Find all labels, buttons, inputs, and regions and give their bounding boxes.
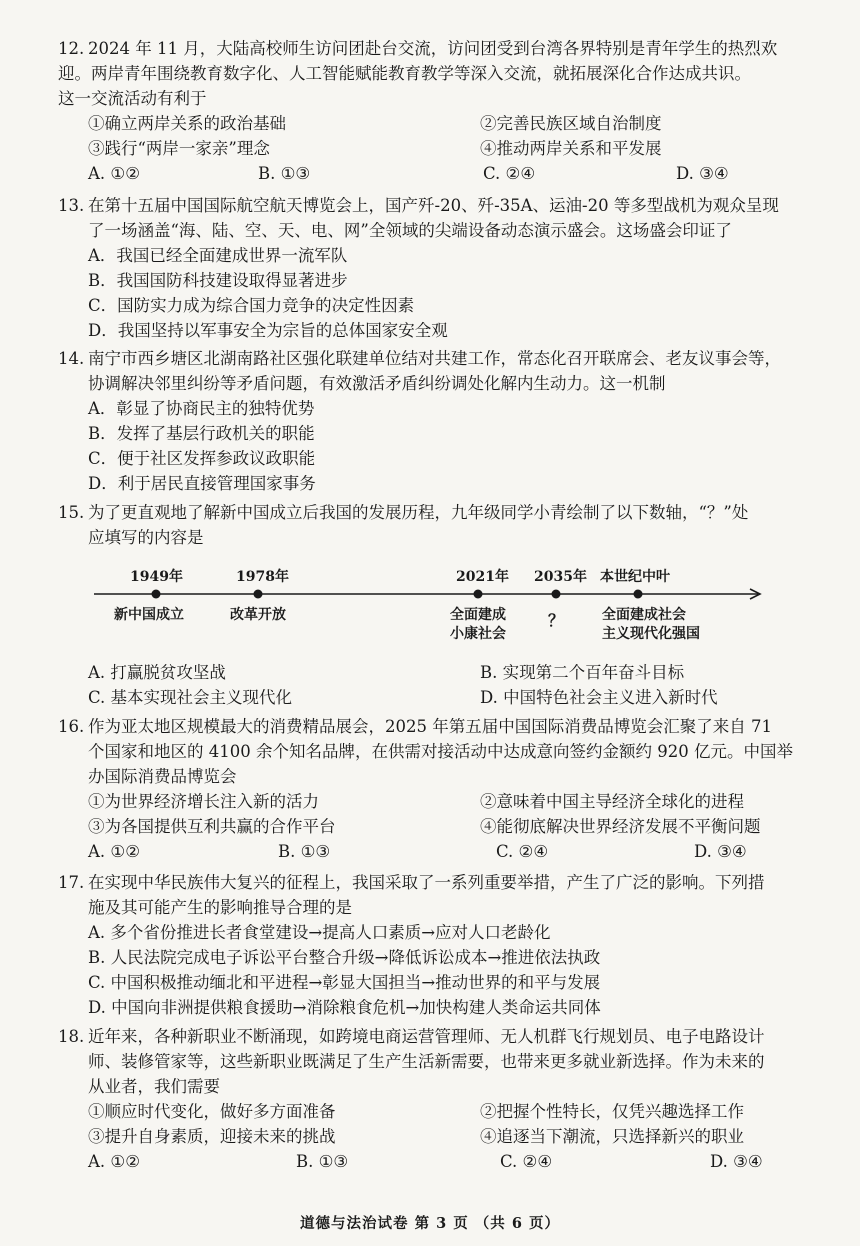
answer-option: D．利于居民直接管理国家事务 — [88, 474, 316, 493]
question-15-options — [58, 660, 828, 710]
answer-option: D. 中国特色社会主义进入新时代 — [480, 688, 718, 707]
question-stem: 办国际消费品博览会 — [88, 767, 237, 786]
timeline-dot — [474, 590, 483, 599]
question-stem: 在实现中华民族伟大复兴的征程上，我国采取了一系列重要举措，产生了广泛的影响。下列措 — [88, 873, 765, 892]
question-13 — [58, 193, 828, 343]
question-stem: 施及其可能产生的影响推导合理的是 — [88, 898, 352, 917]
statement-item: ④追逐当下潮流，只选择新兴的职业 — [480, 1127, 744, 1146]
question-15 — [58, 500, 828, 550]
answer-option: D. 中国向非洲提供粮食援助→消除粮食危机→加快构建人类命运共同体 — [88, 998, 601, 1017]
question-stem: 这一交流活动有利于 — [58, 89, 207, 108]
statement-item: ②完善民族区域自治制度 — [480, 114, 662, 133]
answer-choice: A. ①② — [88, 842, 140, 861]
timeline-label: 新中国成立 — [114, 607, 184, 623]
timeline-dot — [152, 590, 161, 599]
answer-option: A. 打赢脱贫攻坚战 — [88, 663, 226, 682]
answer-option: A．彰显了协商民主的独特优势 — [88, 399, 315, 418]
statement-item: ④推动两岸关系和平发展 — [480, 139, 662, 158]
timeline-label: 全面建成 — [450, 607, 506, 623]
question-number: 14. — [58, 349, 85, 368]
question-17 — [58, 870, 828, 1020]
question-stem: 师、装修管家等，这些新职业既满足了生产生活新需要，也带来更多就业新选择。作为未来的 — [88, 1052, 765, 1071]
statement-item: ②把握个性特长，仅凭兴趣选择工作 — [480, 1102, 744, 1121]
answer-option: A. 多个省份推进长者食堂建设→提高人口素质→应对人口老龄化 — [88, 923, 551, 942]
question-18 — [58, 1024, 828, 1174]
question-14 — [58, 346, 828, 496]
question-number: 17. — [58, 873, 85, 892]
timeline-year: 2021年 — [456, 569, 509, 585]
answer-choice: A. ①② — [88, 1152, 140, 1171]
page-footer: 道德与法治试卷 第 3 页 （共 6 页） — [300, 1215, 560, 1232]
answer-choice: C. ②④ — [496, 842, 549, 861]
answer-option: B．发挥了基层行政机关的职能 — [88, 424, 315, 443]
answer-choice: D. ③④ — [694, 842, 747, 861]
answer-choice: D. ③④ — [676, 164, 729, 183]
statement-item: ①为世界经济增长注入新的活力 — [88, 792, 319, 811]
timeline-year: 1978年 — [236, 569, 289, 585]
timeline-label: 全面建成社会 — [602, 607, 686, 623]
answer-choice: A. ①② — [88, 164, 140, 183]
statement-item: ②意味着中国主导经济全球化的进程 — [480, 792, 744, 811]
timeline-year: 本世纪中叶 — [600, 569, 670, 585]
question-number: 13. — [58, 196, 85, 215]
statement-item: ③为各国提供互利共赢的合作平台 — [88, 817, 336, 836]
answer-option: A．我国已经全面建成世界一流军队 — [88, 246, 348, 265]
timeline-label: 主义现代化强国 — [602, 626, 700, 642]
answer-option: B. 实现第二个百年奋斗目标 — [480, 663, 685, 682]
answer-choice: C. ②④ — [483, 164, 536, 183]
statement-item: ③提升自身素质，迎接未来的挑战 — [88, 1127, 336, 1146]
timeline-dot — [552, 590, 561, 599]
timeline-label: 改革开放 — [230, 607, 286, 623]
statement-item: ①确立两岸关系的政治基础 — [88, 114, 286, 133]
answer-choice: B. ①③ — [296, 1152, 349, 1171]
question-stem: 个国家和地区的 4100 余个知名品牌，在供需对接活动中达成意向签约金额约 920 亿元。中国举 — [88, 742, 793, 761]
answer-choice: D. ③④ — [710, 1152, 763, 1171]
timeline-dot — [254, 590, 263, 599]
answer-option: C．国防实力成为综合国力竞争的决定性因素 — [88, 296, 415, 315]
question-number: 15. — [58, 503, 85, 522]
answer-option: B．我国国防科技建设取得显著进步 — [88, 271, 348, 290]
question-stem: 了一场涵盖“海、陆、空、天、电、网”全领域的尖端设备动态演示盛会。这场盛会印证了 — [88, 221, 732, 240]
answer-option: C. 中国积极推动缅北和平进程→彰显大国担当→推动世界的和平与发展 — [88, 973, 601, 992]
question-stem: 应填写的内容是 — [88, 528, 204, 547]
answer-option: C．便于社区发挥参政议政职能 — [88, 449, 316, 468]
question-number: 16. — [58, 717, 85, 736]
question-number: 12. — [58, 39, 85, 58]
answer-option: B. 人民法院完成电子诉讼平台整合升级→降低诉讼成本→推进依法执政 — [88, 948, 601, 967]
answer-choice: B. ①③ — [258, 164, 311, 183]
question-stem: 为了更直观地了解新中国成立后我国的发展历程，九年级同学小青绘制了以下数轴，“？”处 — [88, 503, 749, 522]
timeline-year: 1949年 — [130, 569, 183, 585]
question-stem: 近年来，各种新职业不断涌现，如跨境电商运营管理师、无人机群飞行规划员、电子电路设计 — [88, 1027, 765, 1046]
statement-item: ③践行“两岸一家亲”理念 — [88, 139, 270, 158]
timeline-label: 小康社会 — [450, 626, 506, 642]
question-stem: 作为亚太地区规模最大的消费精品展会，2025 年第五届中国国际消费品博览会汇聚了来自 71 — [88, 717, 772, 736]
answer-choice: B. ①③ — [278, 842, 331, 861]
question-stem: 在第十五届中国国际航空航天博览会上，国产歼-20、歼-35A、运油-20 等多型战机为观众呈现 — [88, 196, 779, 215]
answer-option: D．我国坚持以军事安全为宗旨的总体国家安全观 — [88, 321, 448, 340]
question-stem: 2024 年 11 月，大陆高校师生访问团赴台交流，访问团受到台湾各界特别是青年学生的热烈欢 — [88, 39, 778, 58]
answer-choice: C. ②④ — [500, 1152, 553, 1171]
question-number: 18. — [58, 1027, 85, 1046]
statement-item: ④能彻底解决世界经济发展不平衡问题 — [480, 817, 761, 836]
timeline-year: 2035年 — [534, 569, 587, 585]
question-stem: 协调解决邻里纠纷等矛盾问题，有效激活矛盾纠纷调处化解内生动力。这一机制 — [88, 374, 666, 393]
question-12 — [58, 36, 828, 186]
question-stem: 南宁市西乡塘区北湖南路社区强化联建单位结对共建工作，常态化召开联席会、老友议事会等， — [88, 349, 781, 368]
timeline-dot — [634, 590, 643, 599]
question-16 — [58, 714, 828, 864]
statement-item: ①顺应时代变化，做好多方面准备 — [88, 1102, 336, 1121]
answer-option: C. 基本实现社会主义现代化 — [88, 688, 293, 707]
question-stem: 迎。两岸青年围绕教育数字化、人工智能赋能教育教学等深入交流，就拓展深化合作达成共识。 — [58, 64, 751, 83]
question-stem: 从业者，我们需要 — [88, 1077, 220, 1096]
timeline-question-mark: ？ — [548, 611, 565, 630]
timeline-axis — [90, 566, 770, 646]
